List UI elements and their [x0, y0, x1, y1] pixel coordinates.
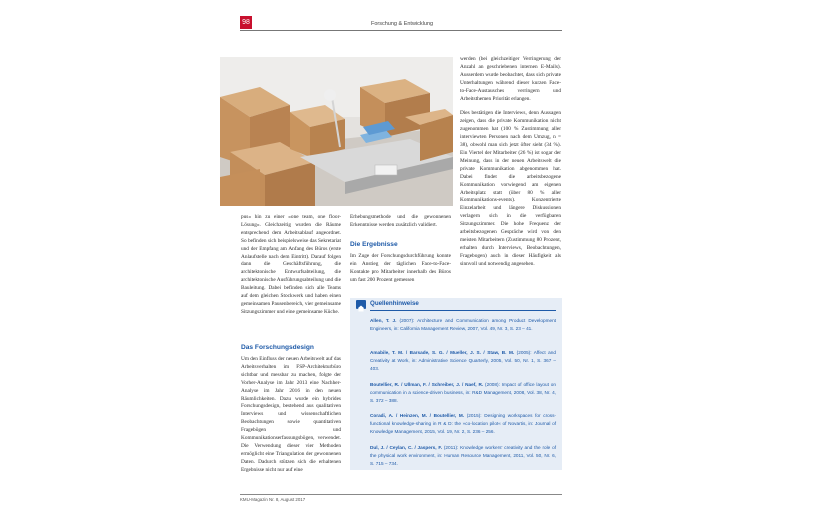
paragraph: Im Zuge der Forschungsdurchführung konnte ein Anstieg der täglichen Face-to-Face-Kontakte pro Mitarbeiter innerhalb des Büros um fast 200 Prozent gemessen: [350, 253, 451, 283]
column-left: [241, 214, 341, 317]
reference-item: Allen, T. J. (2007): Architecture and Communication among Product Development Engineers, in: California Management Review, 2007, Vol. 49, Nr. 3, S. 23 – 41.: [370, 318, 556, 331]
paragraph: pus« hin zu einer »one team, one floor-Lösung«. Gleichzeitig wurden die Räume entsprechend dem Arbeitsablauf angeordnet. So befinden sich beispielsweise das Sekretariat und der Empfang am Anfang des Büros (erste Anlaufstelle nach dem Eintritt). Darauf folgen dann die Geschäftsführung, die architektonische Entwurfsabteilung, die architektonische Ausführungsabteilung und die Bauleitung. Dabei befinden sich alle Teams auf dem gleichen Stockwerk und haben einen gemeinsamen Pausenbereich, vier gemeinsame Sitzungszimmer und eine gemeinsame Küche.: [241, 214, 341, 315]
paragraph: werden (bei gleichzeitiger Verringerung der Anzahl an geschriebenen internen E-Mails). Ausserdem wurde beobachtet, dass sich private Unterhaltungen während dieser kurzen Face-to-Face-Austausches verringern und Arbeitsthemen Priorität erlangen.: [460, 56, 561, 102]
section-heading-results: Die Ergebnisse: [350, 241, 398, 248]
running-title: Forschung & Entwicklung: [371, 21, 434, 27]
column-right: [460, 56, 561, 269]
paragraph: Dies bestätigen die Interviews, denn Aussagen zeigen, dass die private Kommunikation nicht zugenommen hat (100 % Zustimmung aller interviewten Personen nach dem Umzug, n = 38), obwohl man sich jetzt öfter sieht (34 %). Ein Viertel der Mitarbeiter (26 %) ist sogar der Meinung, dass in der neuen Arbeitswelt die private Kommunikation abgenommen hat. Dabei findet die arbeitsbezogene Kommunikation vorwiegend am eigenen Arbeitsplatz statt (über 80 % aller Kommunikations-events). Konzentrierte Einzelarbeit und längere Diskussionen verlagern sich in die verfügbaren Sitzungszimmer. Die hohe Frequenz der arbeitsbezogenen Gespräche wird von den meisten Mitarbeitern (Zustimmung 80 Prozent, erhalten durch Interviews, Beobachtungen, Fragebogen) auch in dieser Häufigkeit als sinnvoll und notwendig angesehen.: [460, 110, 561, 267]
references-header: [350, 298, 562, 311]
paragraph: Um den Einfluss der neuen Arbeitswelt auf das Arbeitsverhalten im FSP-Architekturbüro sichtbar und messbar zu machen, folgte der Vorher-Analyse im Jahr 2013 eine Nachher-Analyse im Jahr 2016 in den neuen Räumlichkeiten. Dazu wurde ein hybrides Forschungsdesign, bestehend aus qualitativen Interviews und wissenschaftlichen Beobachtungen sowie quantitativen Fragebögen und Kommunikationserfassungsbögen, verwendet. Die Verwendung dieser vier Methoden ermöglicht eine Triangulation der gewonnenen Daten. Dadurch stützen sich die erhaltenen Ergebnisse nicht nur auf eine: [241, 356, 341, 473]
column-middle-lower: [350, 253, 451, 285]
page-number: 98: [240, 16, 252, 29]
paragraph: Erhebungsmethode und die gewonnenen Erkenntnisse werden zusätzlich validiert.: [350, 214, 451, 228]
footer-publication: KMU-Magazin Nr. 8, August 2017: [240, 497, 306, 502]
references-box: [350, 298, 562, 470]
column-left-lower: [241, 356, 341, 475]
references-title: Quellenhinweise: [370, 300, 419, 307]
office-boxes-photo: [220, 57, 453, 206]
references-rule: [370, 310, 556, 311]
footer-rule: [240, 494, 562, 495]
reference-item: Coradi, A. / Heinzen, M. / Boutellier, M. (2015): Designing workspaces for cross-functional knowledge-sharing in R & D: the »co-location pilot« of Novartis, in: Journal of Knowledge Management, 2015, Vol. 19, Nr. 2, S. 236 – 256.: [370, 413, 556, 434]
section-heading-research-design: Das Forschungsdesign: [241, 344, 314, 351]
house-icon: [356, 300, 366, 309]
reference-item: Dul, J. / Ceylan, C. / Jaspers, F. (2011): Knowledge workers' creativity and the role of the physical work environment, in: Human Resource Management, 2011, Vol. 50, Nr. 6, S. 715 – 734.: [370, 445, 556, 466]
header-rule: [240, 30, 562, 31]
reference-item: Boutellier, R. / Ullman, F. / Schreiber, J. / Naef, R. (2008): Impact of office layout on communication in a science-driven business, in: R&D Management, 2008, Vol. 38, Nr. 4, S. 372 – 388.: [370, 382, 557, 403]
column-middle: [350, 214, 451, 230]
reference-item: Amabile, T. M. / Barsade, S. G. / Mueller, J. S. / Staw, B. M. (2005): Affect and Creativity at Work, in: Administrative Science Quarterly, 2005, Vol. 50, Nr. 1, S. 367 – 403.: [370, 350, 556, 371]
